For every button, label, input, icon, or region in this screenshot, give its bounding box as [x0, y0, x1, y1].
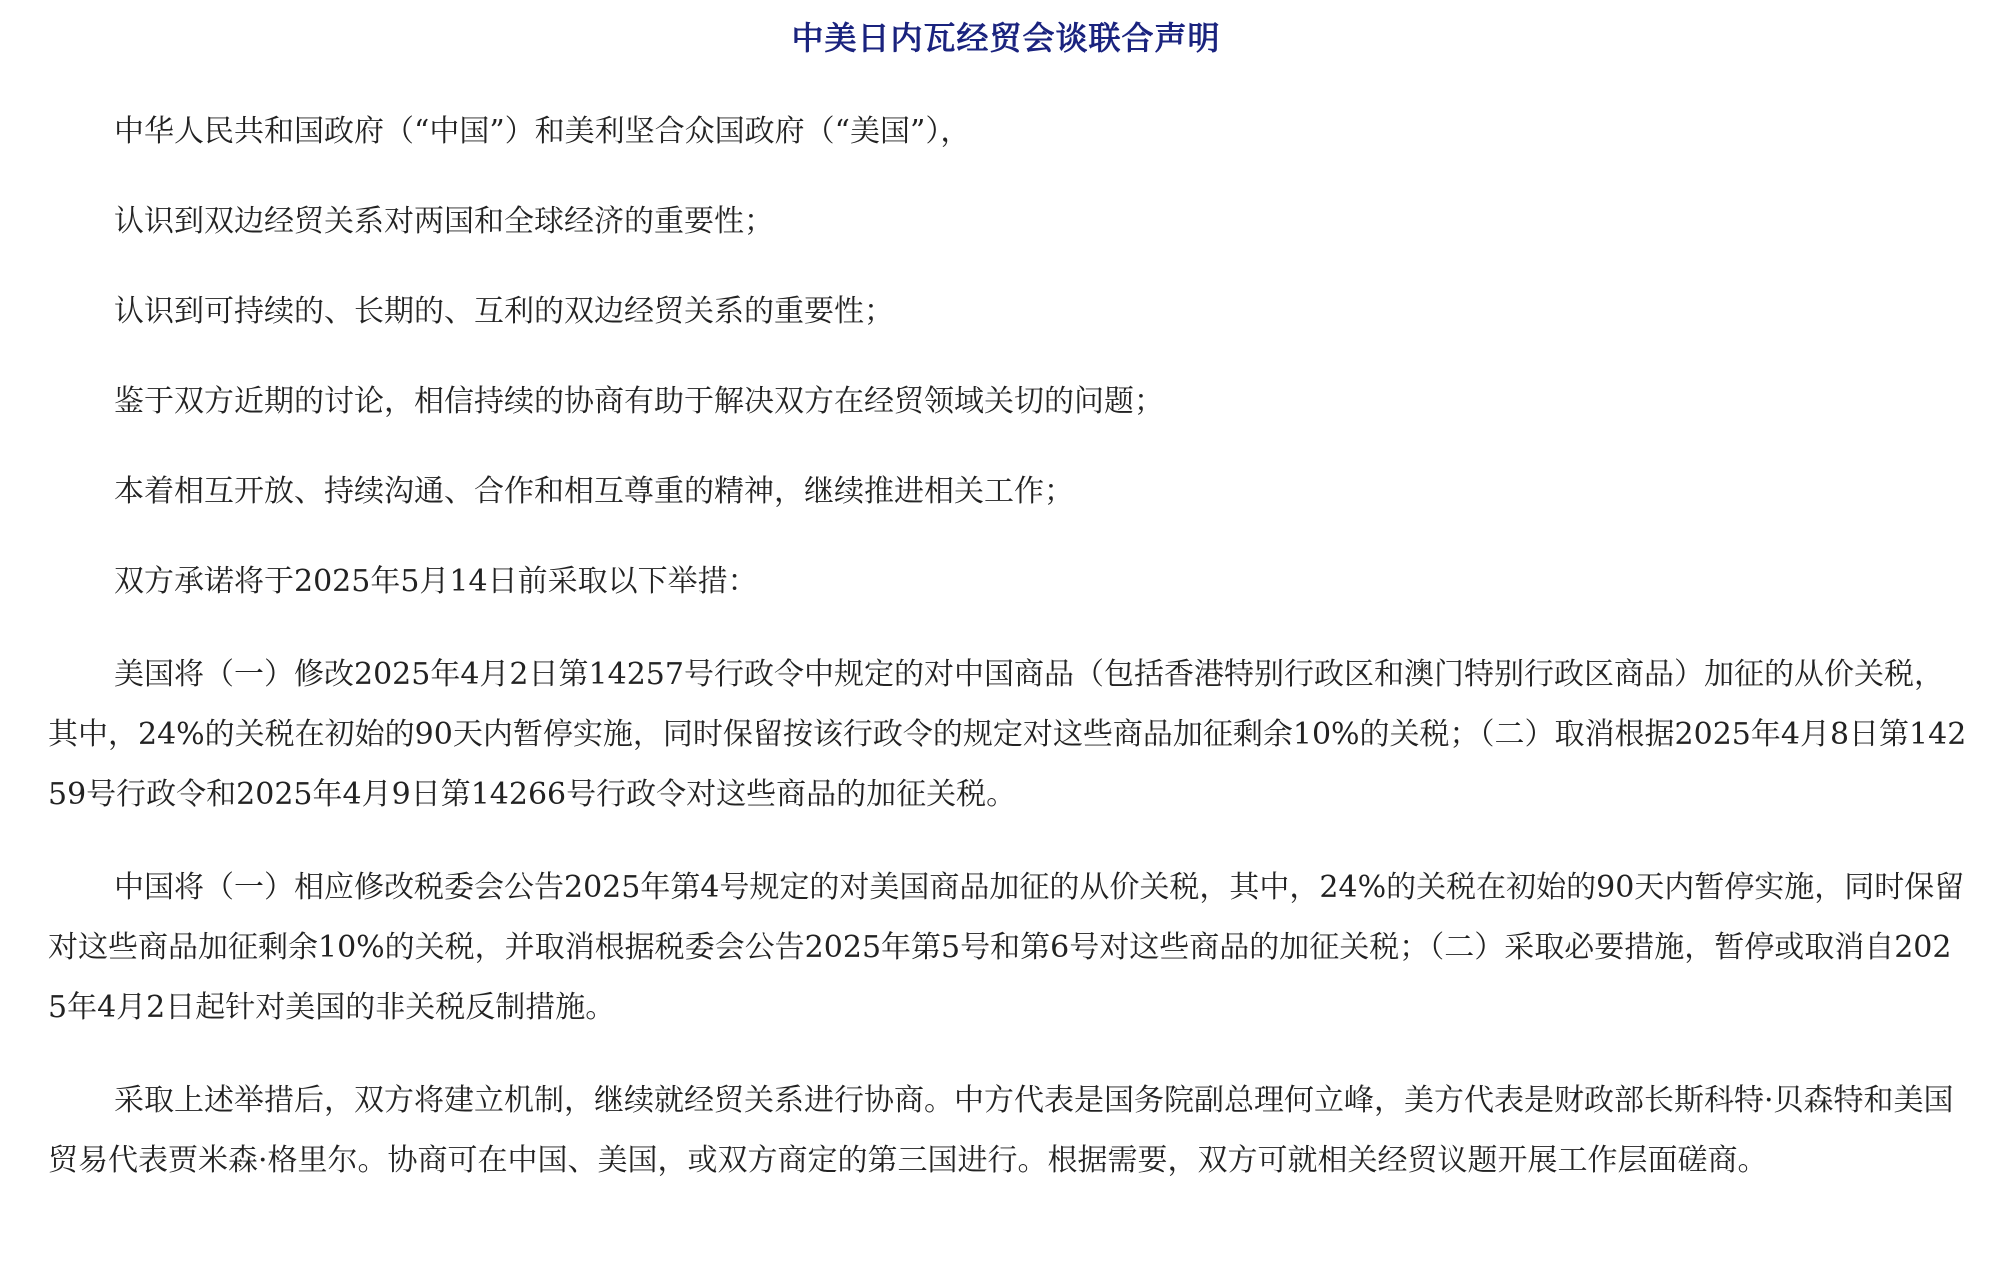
china-measures-paragraph: 中国将（一）相应修改税委会公告2025年第4号规定的对美国商品加征的从价关税，其中，24%的关税在初始的90天内暂停实施，同时保留对这些商品加征剩余10%的关税，并取消根据税委会公告2025年第5号和第6号对这些商品的加征关税；（二）采取必要措施，暂停或取消自2025年4月2日起针对美国的非关税反制措施。	[48, 870, 1965, 1025]
preamble-recognition-importance: 认识到双边经贸关系对两国和全球经济的重要性；	[114, 204, 774, 239]
preamble-recent-discussions: 鉴于双方近期的讨论，相信持续的协商有助于解决双方在经贸领域关切的问题；	[114, 384, 1164, 419]
preamble-spirit: 本着相互开放、持续沟通、合作和相互尊重的精神，继续推进相关工作；	[114, 474, 1074, 509]
consultation-mechanism-paragraph: 采取上述举措后，双方将建立机制，继续就经贸关系进行协商。中方代表是国务院副总理何立峰，美方代表是财政部长斯科特·贝森特和美国贸易代表贾米森·格里尔。协商可在中国、美国，或双方商定的第三国进行。根据需要，双方可就相关经贸议题开展工作层面磋商。	[48, 1083, 1954, 1178]
us-measures-paragraph: 美国将（一）修改2025年4月2日第14257号行政令中规定的对中国商品（包括香港特别行政区和澳门特别行政区商品）加征的从价关税，其中，24%的关税在初始的90天内暂停实施，同时保留按该行政令的规定对这些商品加征剩余10%的关税；（二）取消根据2025年4月8日第14259号行政令和2025年4月9日第14266号行政令对这些商品的加征关税。	[48, 657, 1967, 812]
commitment-intro: 双方承诺将于2025年5月14日前采取以下举措：	[114, 564, 758, 599]
preamble-parties: 中华人民共和国政府（“中国”）和美利坚合众国政府（“美国”），	[114, 114, 971, 149]
preamble-recognition-sustainable: 认识到可持续的、长期的、互利的双边经贸关系的重要性；	[114, 294, 894, 329]
document-title: 中美日内瓦经贸会谈联合声明	[791, 19, 1221, 57]
